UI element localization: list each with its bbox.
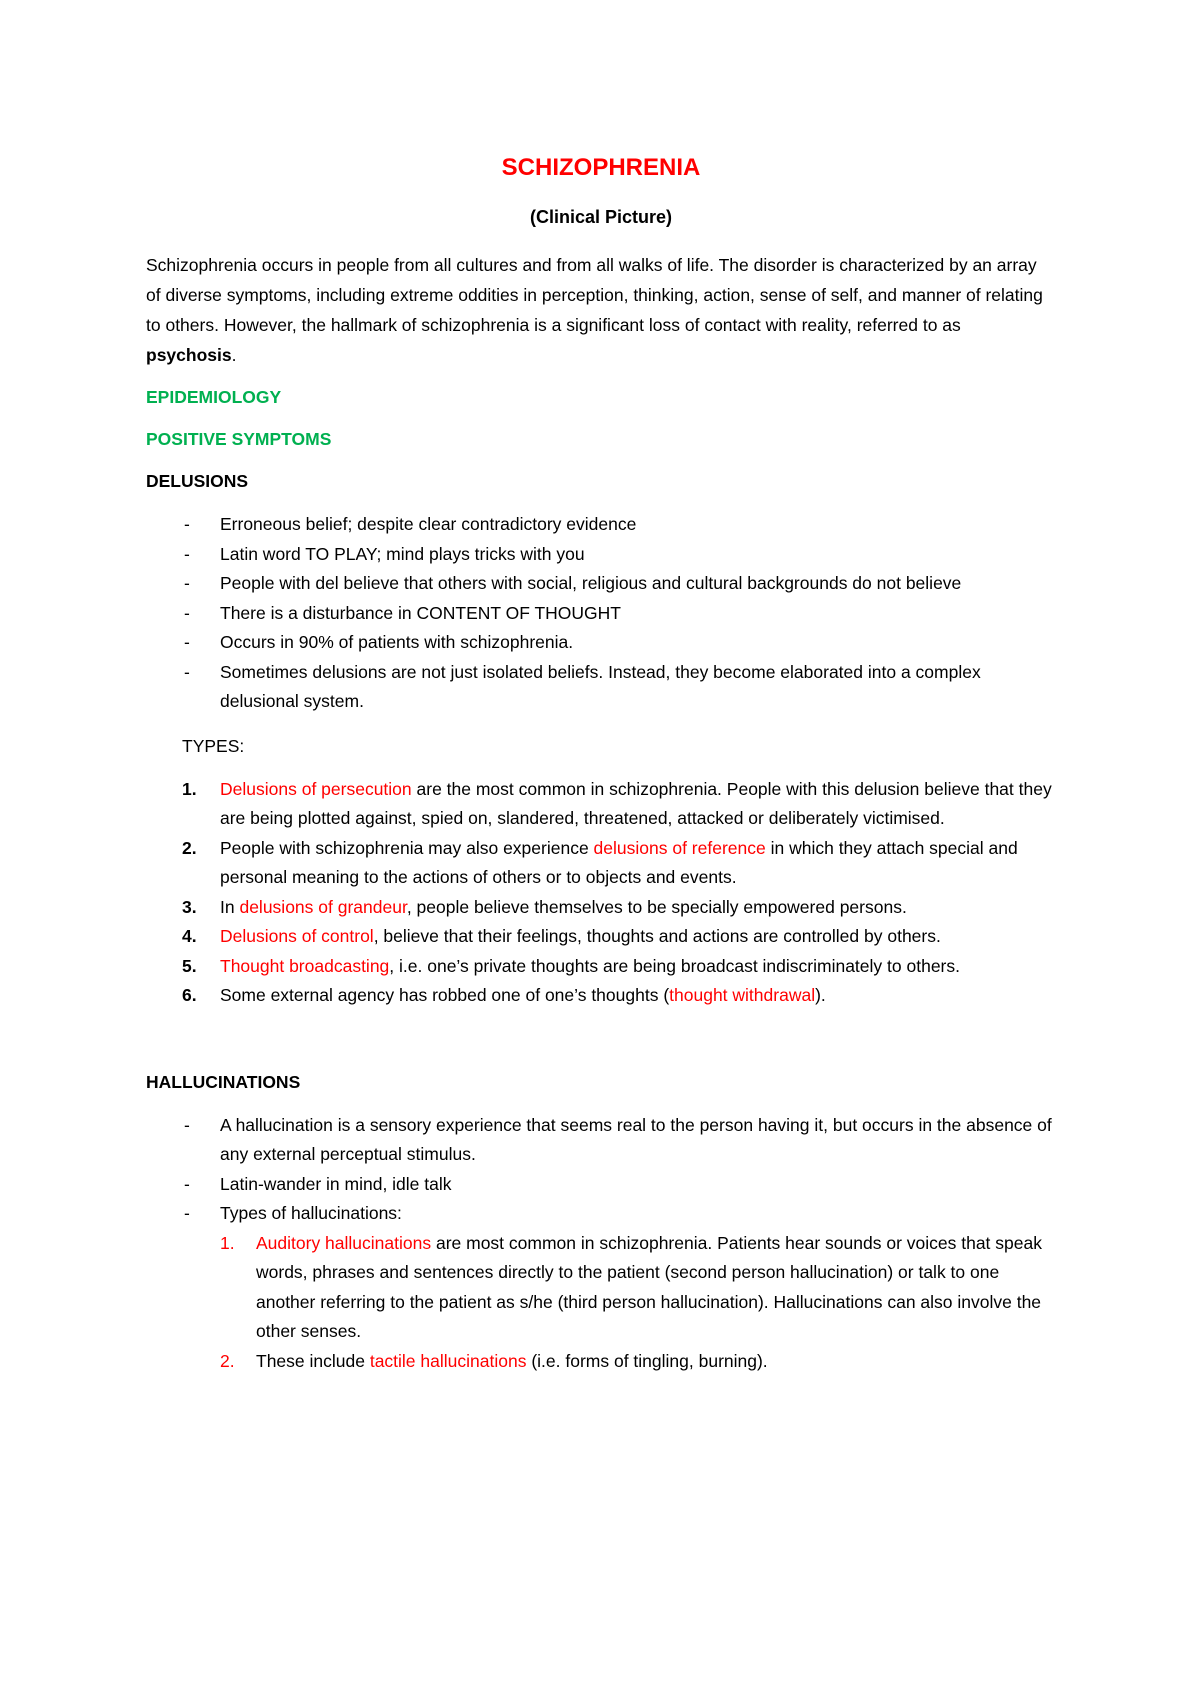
item-number: 5. — [182, 955, 197, 976]
highlighted-term: Delusions of persecution — [220, 778, 412, 799]
item-text: In — [220, 896, 240, 917]
list-item — [146, 628, 1056, 658]
list-item — [146, 1199, 1056, 1376]
item-text: are the most common in schizophrenia. People with this delusion believe that they are being plotted against, spied on, slandered, threatened, attacked or deliberately victimised. — [220, 778, 1052, 828]
list-item — [146, 1170, 1056, 1200]
item-text: , people believe themselves to be specially empowered persons. — [406, 896, 907, 917]
list-item — [146, 834, 1056, 893]
intro-paragraph — [146, 250, 1056, 370]
list-item-text: Latin-wander in mind, idle talk — [220, 1173, 452, 1194]
list-item — [146, 952, 1056, 982]
highlighted-term: Auditory hallucinations — [256, 1232, 432, 1253]
intro-end: . — [231, 345, 237, 365]
item-text: are most common in schizophrenia. Patients hear sounds or voices that speak words, phrases and sentences directly to the patient (second person hallucination) or talk to one another referring to the patient as s/he (third person hallucination). Hallucinations can also involve the other senses. — [256, 1232, 1042, 1341]
highlighted-term: delusions of reference — [593, 837, 766, 858]
bullet-dash: - — [184, 602, 190, 623]
list-item-text: Latin word TO PLAY; mind plays tricks with you — [220, 543, 585, 564]
bullet-dash: - — [184, 632, 190, 652]
highlighted-term: Delusions of control — [220, 926, 374, 946]
list-item — [146, 510, 1056, 540]
intro-bold-term: psychosis — [146, 345, 232, 365]
list-item — [146, 775, 1056, 834]
item-number: 1. — [220, 1232, 235, 1253]
highlighted-term: thought withdrawal — [669, 985, 816, 1005]
item-text: ). — [815, 985, 826, 1005]
list-item — [146, 1111, 1056, 1170]
item-text: in which they attach special and personal meaning to the actions of others or to objects and events. — [220, 837, 1018, 887]
item-text: , believe that their feelings, thoughts and actions are controlled by others. — [373, 926, 941, 946]
item-text: , i.e. one’s private thoughts are being broadcast indiscriminately to others. — [389, 955, 960, 976]
list-item-text: A hallucination is a sensory experience that seems real to the person having it, but occurs in the absence of any external perceptual stimulus. — [220, 1114, 1052, 1164]
list-item-text: Sometimes delusions are not just isolated beliefs. Instead, they become elaborated into a complex delusional system. — [220, 661, 981, 711]
delusions-list — [146, 510, 1056, 717]
bullet-dash: - — [184, 1173, 190, 1194]
page-subtitle: (Clinical Picture) — [529, 207, 673, 227]
item-text: (i.e. forms of tingling, burning). — [526, 1350, 768, 1371]
hallucinations-list — [146, 1111, 1056, 1377]
list-item — [146, 569, 1056, 599]
list-item — [146, 922, 1056, 952]
item-number: 3. — [182, 896, 197, 917]
delusions-heading: DELUSIONS — [146, 471, 249, 491]
epidemiology-heading: EPIDEMIOLOGY — [146, 387, 282, 407]
list-item — [146, 981, 1056, 1011]
list-item — [146, 658, 1056, 717]
list-item-text: Types of hallucinations: — [220, 1203, 402, 1223]
hallucinations-heading: HALLUCINATIONS — [146, 1071, 301, 1092]
bullet-dash: - — [184, 661, 190, 682]
item-number: 6. — [182, 985, 197, 1005]
item-number: 2. — [220, 1350, 235, 1371]
bullet-dash: - — [184, 1114, 190, 1135]
page-title: SCHIZOPHRENIA — [501, 154, 701, 181]
list-item — [220, 1347, 1056, 1377]
bullet-dash: - — [184, 573, 190, 593]
list-item — [146, 893, 1056, 923]
list-item-text: There is a disturbance in CONTENT OF THOUGHT — [220, 602, 621, 623]
list-item-text: Occurs in 90% of patients with schizophrenia. — [220, 632, 574, 652]
document-content — [146, 148, 1056, 1376]
list-item — [146, 540, 1056, 570]
item-number: 1. — [182, 778, 197, 799]
item-number: 2. — [182, 837, 197, 858]
list-item — [146, 599, 1056, 629]
item-number: 4. — [182, 926, 197, 946]
positive-symptoms-heading: POSITIVE SYMPTOMS — [146, 429, 332, 449]
highlighted-term: Thought broadcasting — [220, 955, 390, 976]
bullet-dash: - — [184, 1203, 190, 1223]
item-text: These include — [256, 1350, 370, 1371]
hallucination-types-list — [220, 1229, 1056, 1377]
bullet-dash: - — [184, 514, 190, 534]
list-item — [220, 1229, 1056, 1347]
highlighted-term: tactile hallucinations — [369, 1350, 527, 1371]
intro-text: Schizophrenia occurs in people from all cultures and from all walks of life. The disorder is characterized by an array of diverse symptoms, including extreme oddities in perception, thinking, action, sense of self, and manner of relating to others. However, the hallmark of schizophrenia is a significant loss of contact with reality, referred to as — [146, 255, 1043, 335]
item-text: People with schizophrenia may also experience — [220, 837, 594, 858]
bullet-dash: - — [184, 543, 190, 564]
delusion-types-list — [146, 775, 1056, 1011]
highlighted-term: delusions of grandeur — [239, 896, 407, 917]
item-text: Some external agency has robbed one of one’s thoughts ( — [220, 985, 670, 1005]
list-item-text: People with del believe that others with social, religious and cultural backgrounds do not believe — [220, 573, 962, 593]
types-label: TYPES: — [182, 735, 245, 756]
list-item-text: Erroneous belief; despite clear contradictory evidence — [220, 514, 637, 534]
